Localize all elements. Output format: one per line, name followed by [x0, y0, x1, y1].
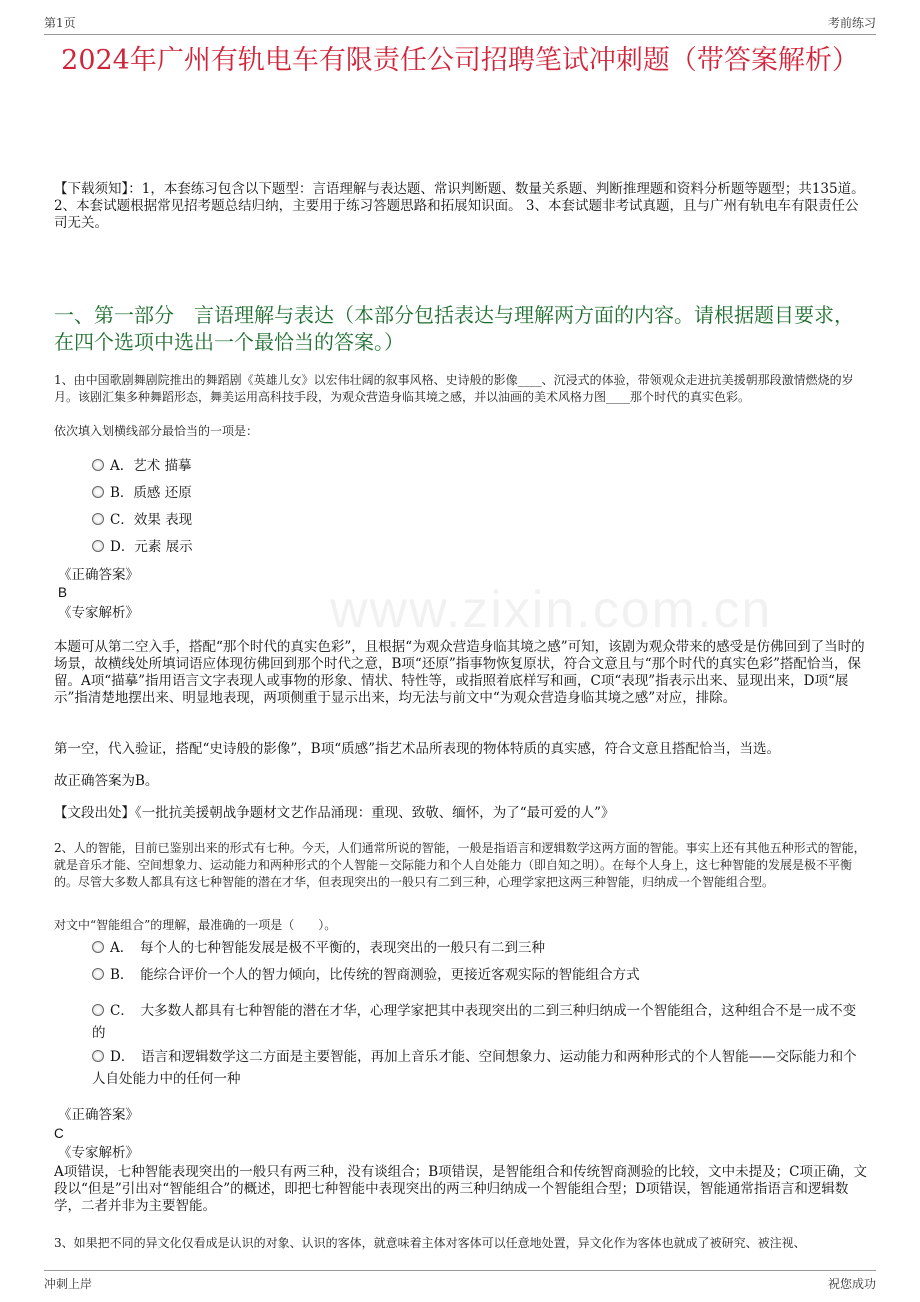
q1-analysis-label: 《专家解析》 — [58, 605, 139, 621]
q1-option-d[interactable]: D．元素 展示 — [92, 536, 193, 558]
page-number: 第1页 — [44, 16, 76, 30]
footer-right: 祝您成功 — [827, 1277, 876, 1291]
section-heading: 一、第一部分 言语理解与表达（本部分包括表达与理解两方面的内容。请根据题目要求，在四个选项中选出一个最恰当的答案。） — [54, 303, 854, 354]
q1-analysis-3: 故正确答案为B。 — [54, 773, 159, 789]
q1-prompt: 依次填入划横线部分最恰当的一项是： — [54, 424, 259, 438]
q1-source: 【文段出处】《一批抗美援朝战争题材文艺作品涌现：重现、致敬、缅怀，为了“最可爱的人”》 — [54, 805, 615, 821]
radio-icon[interactable] — [92, 1050, 104, 1062]
q2-option-c[interactable]: C． 大多数人都具有七种智能的潜在才华，心理学家把其中表现突出的二到三种归纳成一个智能组合，这种组合不是一成不变的 — [92, 1003, 857, 1041]
page-header — [44, 12, 876, 35]
q2-option-b[interactable]: B． 能综合评价一个人的智力倾向，比传统的智商测验，更接近客观实际的智能组合方式 — [92, 964, 862, 986]
q3-stem: 3、如果把不同的异文化仅看成是认识的对象、认识的客体，就意味着主体对客体可以任意地处置，异文化作为客体也就成了被研究、被注视、 — [54, 1236, 806, 1250]
q2-analysis: A项错误，七种智能表现突出的一般只有两三种，没有谈组合；B项错误，是智能组合和传统智商测验的比较，文中未提及；C项正确，文段以“但是”引出对“智能组合”的概述，即把七种智能中表现突出的两三种归纳成一个智能组合型；D项错误，智能通常指语言和逻辑数学，二者并非为主要智能。 — [54, 1164, 867, 1214]
q1-stem: 1、由中国歌剧舞剧院推出的舞蹈剧《英雄儿女》以宏伟壮阔的叙事风格、史诗般的影像____、沉浸式的体验，带领观众走进抗美援朝那段激情燃烧的岁月。该剧汇集多种舞蹈形态，舞美运用高科技手段，为观众营造身临其境之感，并以油画的美术风格力图____那个时代的真实色彩。 — [54, 373, 854, 404]
q1-option-c[interactable]: C．效果 表现 — [92, 509, 192, 531]
q1-option-a[interactable]: A．艺术 描摹 — [92, 455, 192, 477]
radio-icon[interactable] — [92, 941, 104, 953]
q1-answer: B — [58, 585, 68, 600]
q2-answer: C — [54, 1126, 64, 1141]
radio-icon[interactable] — [92, 968, 104, 980]
footer-left: 冲刺上岸 — [44, 1277, 93, 1291]
q2-analysis-label: 《专家解析》 — [58, 1145, 139, 1161]
radio-icon[interactable] — [92, 513, 104, 525]
page-footer — [44, 1270, 876, 1295]
watermark: www.zixin.com.cn — [330, 581, 773, 639]
q1-answer-label: 《正确答案》 — [58, 567, 139, 583]
q2-option-a[interactable]: A． 每个人的七种智能发展是极不平衡的，表现突出的一般只有二到三种 — [92, 937, 862, 959]
radio-icon[interactable] — [92, 1004, 104, 1016]
q1-analysis-1: 本题可从第二空入手，搭配“那个时代的真实色彩”，且根据“为观众营造身临其境之感”可知，该剧为观众带来的感受是仿佛回到了当时的场景，故横线处所填词语应体现彷佛回到那个时代之意，B项“还原”指事物恢复原状，符合文意且与“那个时代的真实色彩”搭配恰当，保留。A项“描摹”指用语言文字表现人或事物的形象、情状、特性等，或指照着底样写和画，C项“表现”指表示出来、显现出来，D项“展示”指清楚地摆出来、明显地表现，两项侧重于显示出来，均无法与前文中“为观众营造身临其境之感”对应，排除。 — [54, 639, 865, 706]
radio-icon[interactable] — [92, 459, 104, 471]
q2-option-d[interactable]: D． 语言和逻辑数学这二方面是主要智能，再加上音乐才能、空间想象力、运动能力和两种形式的个人智能——交际能力和个人自处能力中的任何一种 — [92, 1049, 857, 1087]
header-label: 考前练习 — [827, 16, 876, 30]
q1-analysis-2: 第一空，代入验证，搭配“史诗般的影像”，B项“质感”指艺术品所表现的物体特质的真实感，符合文意且搭配恰当，当选。 — [54, 741, 781, 757]
q2-prompt: 对文中“智能组合”的理解，最准确的一项是（ ）。 — [54, 918, 337, 932]
q2-stem: 2、人的智能，目前已鉴别出来的形式有七种。今天，人们通常所说的智能，一般是指语言和逻辑数学这两方面的智能。事实上还有其他五种形式的智能，就是音乐才能、空间想象力、运动能力和两种形式的个人智能－交际能力和个人自处能力（即自知之明）。在每个人身上，这七种智能的发展是极不平衡的。尽管大多数人都具有这七种智能的潜在才华，但表现突出的一般只有二到三种，心理学家把这两三种智能，归纳成一个智能组合型。 — [54, 841, 866, 889]
q1-option-b[interactable]: B．质感 还原 — [92, 482, 192, 504]
radio-icon[interactable] — [92, 486, 104, 498]
download-notice: 【下载须知】：1，本套练习包含以下题型：言语理解与表达题、常识判断题、数量关系题、判断推理题和资料分析题等题型；共135道。 2、本套试题根据常见招考题总结归纳，主要用于练习答题思路和拓展知识面。 3、本套试题非考试真题，且与广州有轨电车有限责任公司无关。 — [54, 181, 865, 231]
q2-answer-label: 《正确答案》 — [58, 1107, 139, 1123]
radio-icon[interactable] — [92, 540, 104, 552]
document-title: 2024年广州有轨电车有限责任公司招聘笔试冲刺题（带答案解析） — [61, 45, 859, 76]
